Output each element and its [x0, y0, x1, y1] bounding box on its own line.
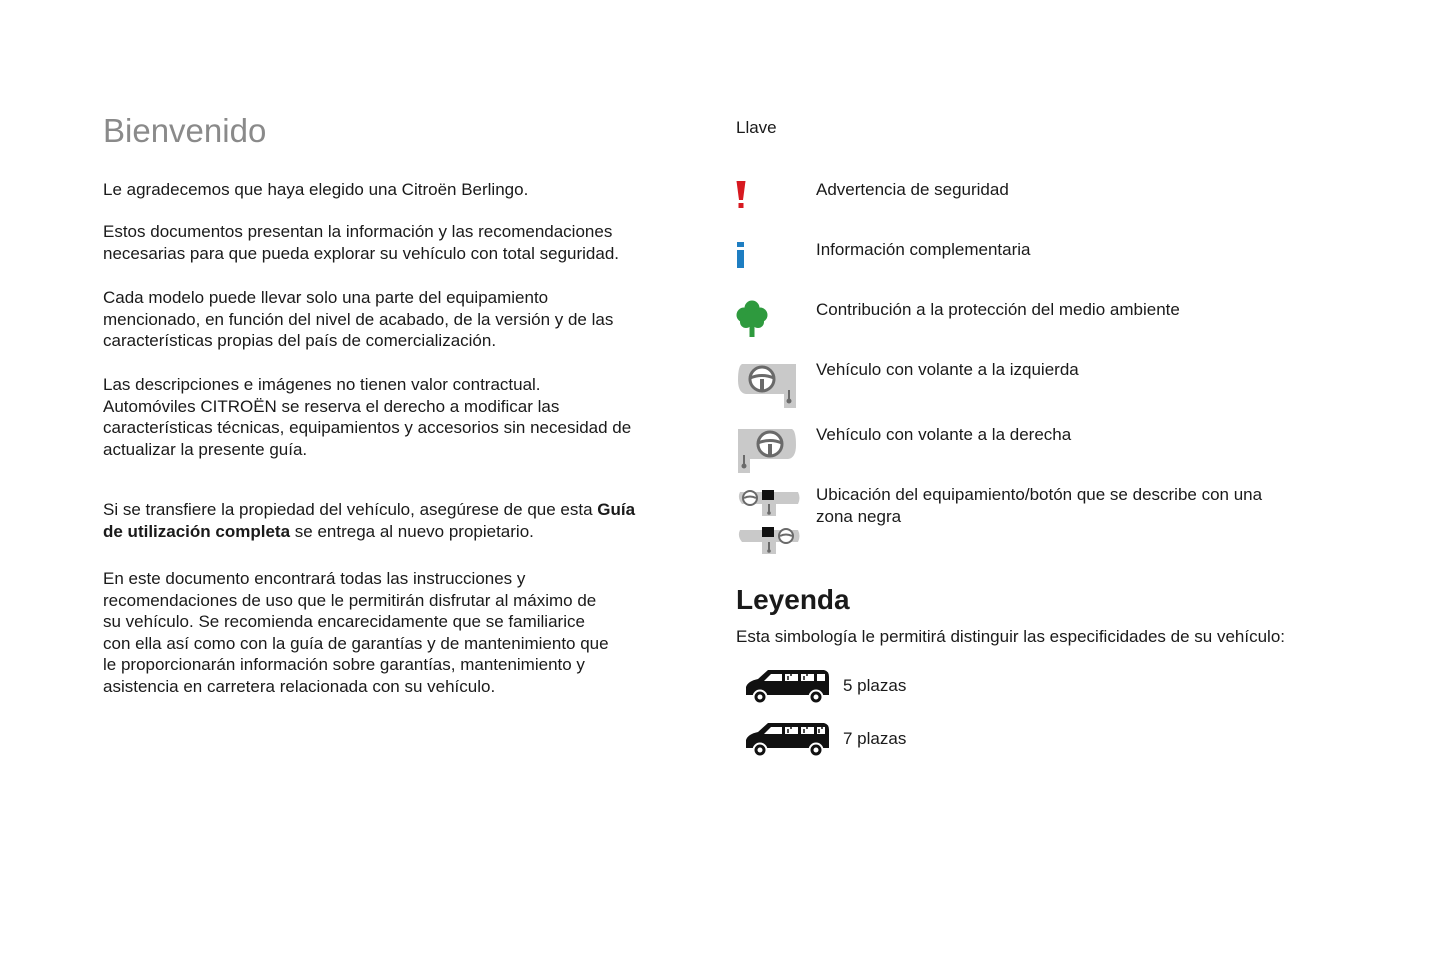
- key-heading: Llave: [736, 118, 777, 137]
- warning-exclamation-icon: [736, 180, 746, 210]
- text-line: Estos documentos presentan la información y las recomendaciones: [103, 222, 613, 241]
- page-title: Bienvenido: [103, 112, 267, 149]
- disclaimer-paragraph: [103, 374, 683, 460]
- legend-label-5-seats: 5 plazas: [843, 676, 907, 695]
- text-line: En este documento encontrará todas las instrucciones y: [103, 569, 526, 588]
- legend-heading: Leyenda: [736, 584, 850, 615]
- tree-icon: [736, 300, 768, 338]
- equipment-paragraph: [103, 287, 683, 352]
- key-label-info: Información complementaria: [816, 240, 1031, 259]
- text-line: zona negra: [816, 506, 902, 526]
- text-line: recomendaciones de uso que le permitirán disfrutar al máximo de: [103, 590, 597, 610]
- text-line: características técnicas, equipamientos y accesorios sin necesidad de: [103, 418, 632, 437]
- usage-paragraph: [103, 568, 683, 697]
- transfer-paragraph: [103, 499, 683, 542]
- right-hand-drive-icon: [736, 425, 798, 475]
- guide-name-bold: de utilización completa: [103, 521, 291, 541]
- text-line: características propias del país de comercialización.: [103, 331, 497, 350]
- five-seat-car-icon: [744, 667, 832, 707]
- key-label-warning: Advertencia de seguridad: [816, 180, 1009, 199]
- key-label-right-hand-drive: Vehículo con volante a la derecha: [816, 425, 1072, 444]
- intro-paragraph: [103, 179, 683, 201]
- guide-name-bold: Guía: [597, 500, 636, 519]
- text-line: Ubicación del equipamiento/botón que se describe con una: [816, 485, 1263, 504]
- text-line: le proporcionarán información sobre garantías, mantenimiento y: [103, 655, 585, 674]
- text-line: actualizar la presente guía.: [103, 439, 308, 459]
- documents-paragraph: [103, 221, 683, 264]
- intro-line: Le agradecemos que haya elegido una Citroën Berlingo.: [103, 180, 529, 199]
- text-line: con ella así como con la guía de garantías y de mantenimiento que: [103, 633, 609, 653]
- equipment-location-icon: [736, 486, 802, 556]
- text-line: Las descripciones e imágenes no tienen valor contractual.: [103, 375, 541, 394]
- legend-description: Esta simbología le permitirá distinguir las especificidades de su vehículo:: [736, 627, 1285, 646]
- text-line: [103, 499, 683, 521]
- key-label-left-hand-drive: Vehículo con volante a la izquierda: [816, 360, 1079, 379]
- text-line: su vehículo. Se recomienda encarecidamente que se familiarice: [103, 612, 585, 631]
- left-hand-drive-icon: [736, 360, 798, 410]
- text-span: Si se transfiere la propiedad del vehículo, asegúrese de que esta: [103, 500, 598, 519]
- text-line: necesarias para que pueda explorar su vehículo con total seguridad.: [103, 243, 620, 263]
- legend-label-7-seats: 7 plazas: [843, 729, 907, 748]
- key-label-environment: Contribución a la protección del medio ambiente: [816, 300, 1180, 319]
- text-line: asistencia en carretera relacionada con su vehículo.: [103, 676, 496, 696]
- info-icon: [736, 241, 746, 269]
- text-line: Automóviles CITROËN se reserva el derecho a modificar las: [103, 396, 560, 416]
- text-line: [103, 521, 683, 543]
- text-line: mencionado, en función del nivel de acabado, de la versión y de las: [103, 309, 614, 329]
- text-line: Cada modelo puede llevar solo una parte del equipamiento: [103, 288, 549, 307]
- key-label-equipment-location: [816, 484, 1262, 527]
- seven-seat-car-icon: [744, 720, 832, 760]
- text-span: se entrega al nuevo propietario.: [290, 521, 534, 541]
